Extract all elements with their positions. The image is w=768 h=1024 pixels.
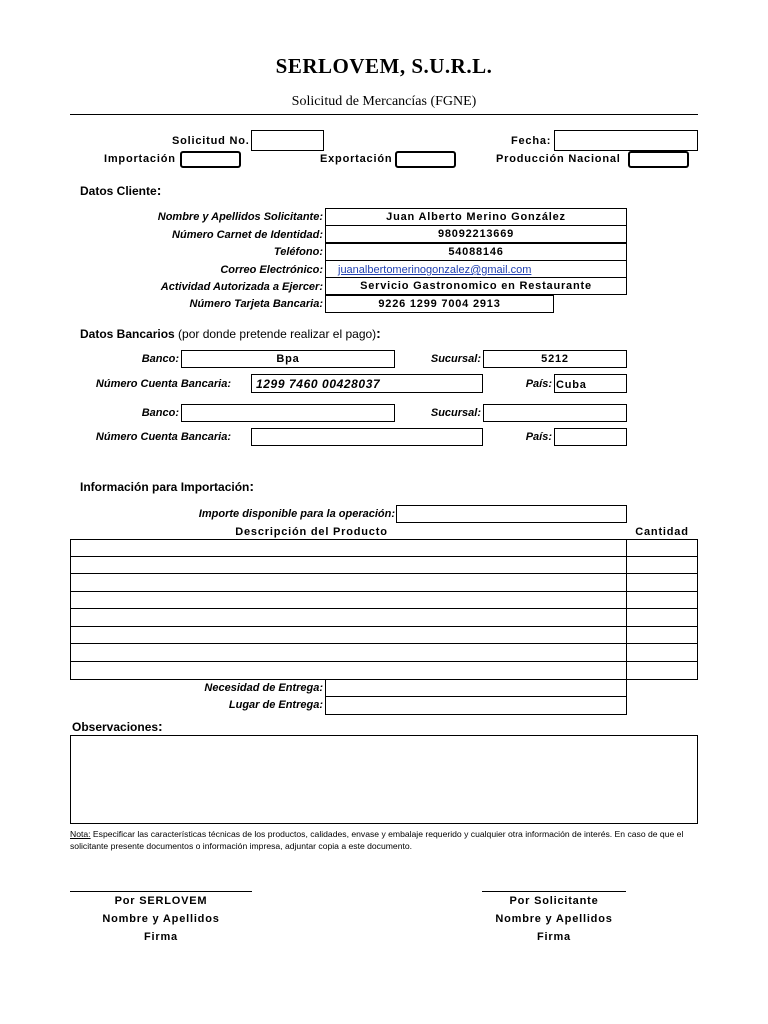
produccion-nacional-label: Producción Nacional bbox=[496, 153, 621, 165]
client-field-telefono[interactable]: 54088146 bbox=[325, 243, 627, 261]
sucursal-label-2: Sucursal: bbox=[430, 407, 481, 419]
sucursal-field-1[interactable]: 5212 bbox=[483, 350, 627, 368]
cuenta-field-2[interactable] bbox=[251, 428, 483, 446]
client-label-nombre: Nombre y Apellidos Solicitante: bbox=[157, 211, 323, 223]
cuenta-label-2: Número Cuenta Bancaria: bbox=[95, 431, 231, 443]
product-qty-cell[interactable] bbox=[626, 643, 698, 662]
cuenta-value-1: 1299 7460 00428037 bbox=[256, 377, 381, 391]
product-qty-cell[interactable] bbox=[626, 626, 698, 644]
product-desc-cell[interactable] bbox=[70, 608, 627, 627]
product-desc-cell[interactable] bbox=[70, 643, 627, 662]
signature-nombre-right: Nombre y Apellidos bbox=[495, 913, 613, 925]
product-qty-cell[interactable] bbox=[626, 556, 698, 574]
product-table bbox=[70, 539, 698, 680]
pais-label-1: País: bbox=[525, 378, 552, 390]
product-qty-cell[interactable] bbox=[626, 573, 698, 592]
observaciones-colon: : bbox=[158, 718, 163, 734]
necesidad-label: Necesidad de Entrega: bbox=[204, 682, 323, 694]
fecha-field[interactable] bbox=[554, 130, 698, 151]
signature-line-solicitante bbox=[482, 891, 626, 892]
datos-cliente-heading bbox=[80, 182, 161, 198]
col-descripcion-header: Descripción del Producto bbox=[235, 526, 388, 538]
solicitud-number-field[interactable] bbox=[251, 130, 324, 151]
form-subtitle: Solicitud de Mercancías (FGNE) bbox=[291, 94, 477, 109]
col-cantidad-header: Cantidad bbox=[635, 526, 689, 538]
importacion-info-colon: : bbox=[249, 478, 255, 494]
client-label-actividad: Actividad Autorizada a Ejercer: bbox=[160, 281, 323, 293]
observaciones-textarea[interactable] bbox=[70, 735, 698, 824]
datos-bancarios-colon: : bbox=[376, 325, 381, 341]
product-qty-cell[interactable] bbox=[626, 608, 698, 627]
observaciones-title: Observaciones bbox=[72, 720, 159, 734]
client-label-carnet: Número Carnet de Identidad: bbox=[172, 229, 323, 241]
signature-firma-left: Firma bbox=[144, 931, 178, 943]
exportacion-checkbox[interactable] bbox=[395, 151, 456, 168]
product-qty-cell[interactable] bbox=[626, 661, 698, 680]
nota-body: Especificar las características técnicas de los productos, calidades, envase y embalaje requerido y cualquier otra información de interés. En caso de que el solicitante presente documentos o información impresa, adjuntar copia a este documento. bbox=[70, 829, 684, 851]
sucursal-label-1: Sucursal: bbox=[430, 353, 481, 365]
lugar-field[interactable] bbox=[325, 696, 627, 715]
signature-nombre-left: Nombre y Apellidos bbox=[102, 913, 220, 925]
importacion-checkbox[interactable] bbox=[180, 151, 241, 168]
datos-bancarios-title: Datos Bancarios bbox=[80, 327, 175, 341]
fecha-label: Fecha: bbox=[511, 135, 552, 147]
banco-field-2[interactable] bbox=[181, 404, 395, 422]
client-field-nombre[interactable]: Juan Alberto Merino González bbox=[325, 208, 627, 226]
signature-firma-right: Firma bbox=[537, 931, 571, 943]
signature-line-serlovem bbox=[70, 891, 252, 892]
pais-field-1[interactable] bbox=[554, 374, 627, 393]
pais-label-2: País: bbox=[525, 431, 552, 443]
pais-field-2[interactable] bbox=[554, 428, 627, 446]
datos-bancarios-note: (por donde pretende realizar el pago) bbox=[174, 327, 377, 341]
sucursal-field-2[interactable] bbox=[483, 404, 627, 422]
importe-field[interactable] bbox=[396, 505, 627, 523]
client-field-carnet[interactable]: 98092213669 bbox=[325, 225, 627, 243]
product-desc-cell[interactable] bbox=[70, 539, 627, 557]
cuenta-label-1: Número Cuenta Bancaria: bbox=[95, 378, 231, 390]
product-desc-cell[interactable] bbox=[70, 573, 627, 592]
datos-cliente-title: Datos Cliente bbox=[80, 184, 157, 198]
header-divider bbox=[70, 114, 698, 115]
banco-label-2: Banco: bbox=[141, 407, 179, 419]
product-desc-cell[interactable] bbox=[70, 556, 627, 574]
product-desc-cell[interactable] bbox=[70, 591, 627, 609]
datos-cliente-colon: : bbox=[156, 182, 162, 198]
importacion-info-heading bbox=[80, 478, 254, 494]
solicitud-label: Solicitud No. bbox=[172, 135, 250, 147]
product-desc-cell[interactable] bbox=[70, 661, 627, 680]
product-qty-cell[interactable] bbox=[626, 591, 698, 609]
importacion-label: Importación bbox=[104, 153, 176, 165]
pais-value-1: Cuba bbox=[556, 379, 587, 391]
cuenta-field-1[interactable] bbox=[251, 374, 483, 393]
importacion-info-title: Información para Importación bbox=[80, 480, 250, 494]
product-desc-cell[interactable] bbox=[70, 626, 627, 644]
product-qty-cell[interactable] bbox=[626, 539, 698, 557]
exportacion-label: Exportación bbox=[320, 153, 393, 165]
client-field-tarjeta[interactable]: 9226 1299 7004 2913 bbox=[325, 295, 554, 313]
client-label-correo: Correo Electrónico: bbox=[220, 264, 323, 276]
datos-bancarios-heading bbox=[80, 325, 381, 341]
nota-label: Nota: bbox=[70, 829, 91, 839]
client-label-telefono: Teléfono: bbox=[273, 246, 323, 258]
nota-text bbox=[70, 828, 698, 852]
observaciones-heading bbox=[72, 718, 163, 734]
signature-por-serlovem: Por SERLOVEM bbox=[114, 895, 208, 907]
client-field-correo[interactable] bbox=[325, 260, 627, 278]
client-field-actividad[interactable]: Servicio Gastronomico en Restaurante bbox=[325, 277, 627, 295]
importe-label: Importe disponible para la operación: bbox=[198, 508, 395, 520]
banco-field-1[interactable]: Bpa bbox=[181, 350, 395, 368]
client-label-tarjeta: Número Tarjeta Bancaria: bbox=[189, 298, 323, 310]
client-email-link[interactable]: juanalbertomerinogonzalez@gmail.com bbox=[338, 264, 532, 276]
banco-label-1: Banco: bbox=[141, 353, 179, 365]
signature-por-solicitante: Por Solicitante bbox=[509, 895, 599, 907]
company-title: SERLOVEM, S.U.R.L. bbox=[275, 54, 493, 78]
necesidad-field[interactable] bbox=[325, 679, 627, 697]
lugar-label: Lugar de Entrega: bbox=[228, 699, 323, 711]
produccion-nacional-checkbox[interactable] bbox=[628, 151, 689, 168]
